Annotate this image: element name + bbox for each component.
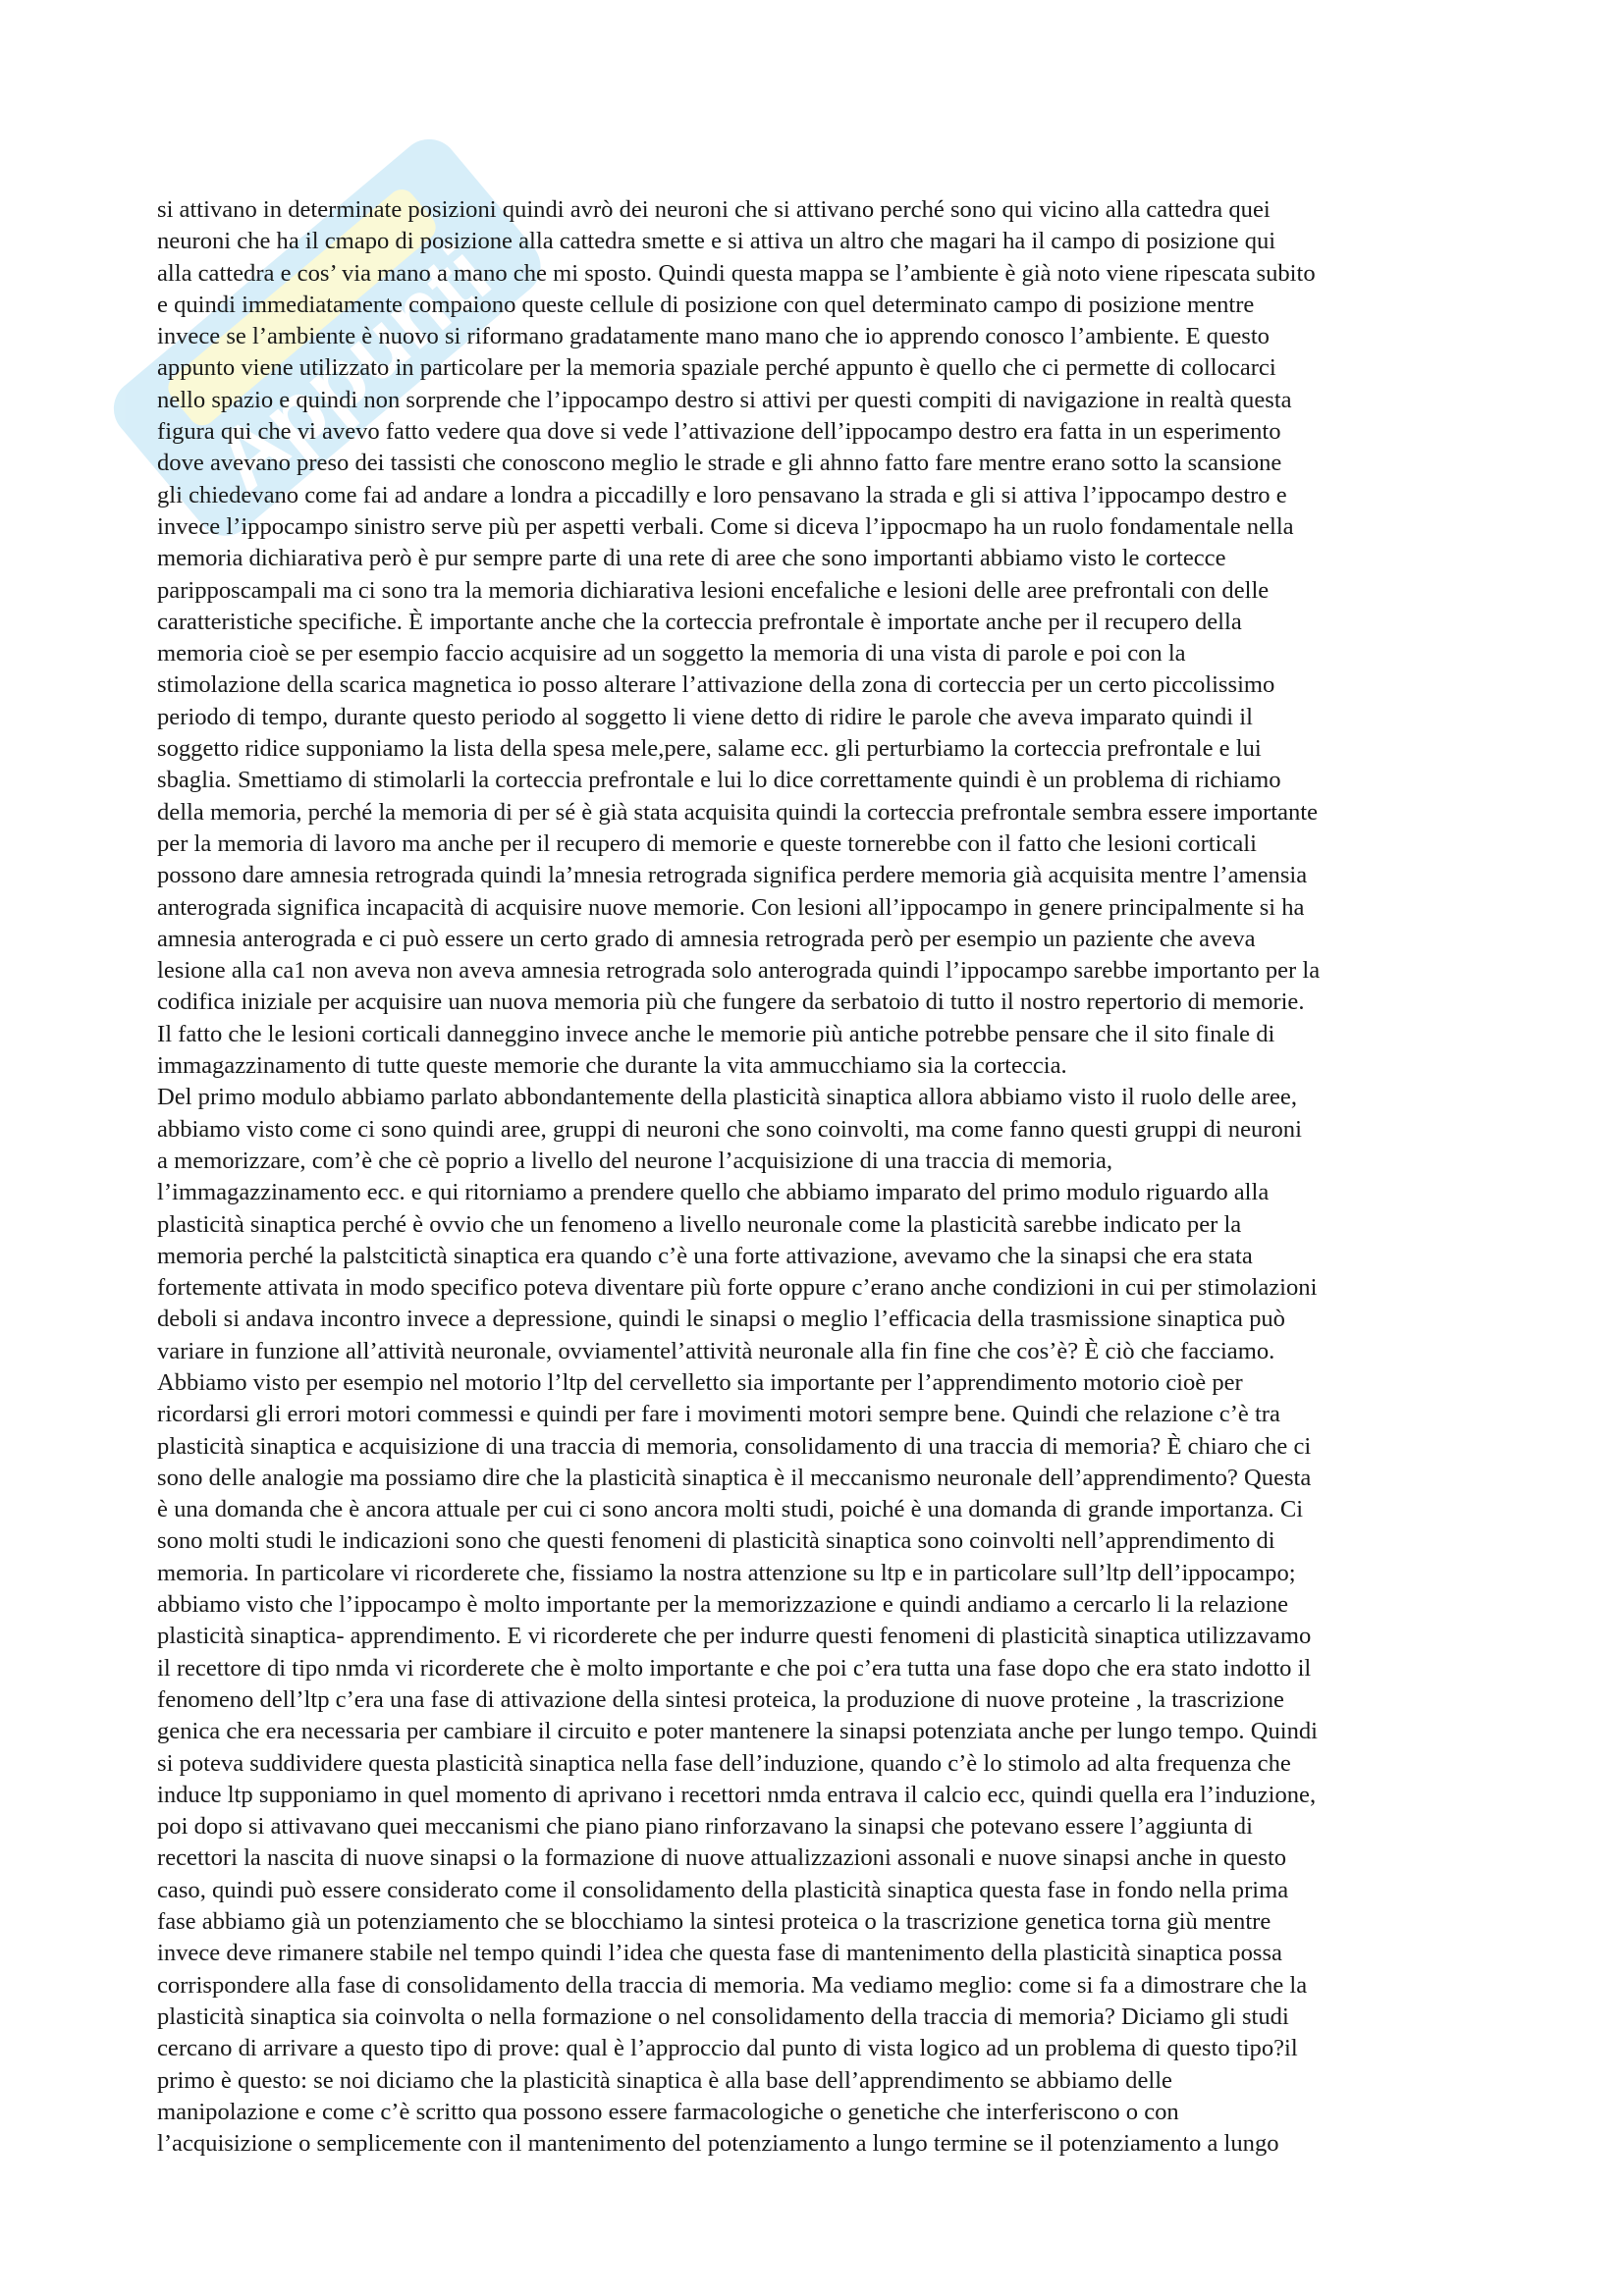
- document-body: [157, 194, 1469, 2160]
- text-line: memoria dichiarativa però è pur sempre parte di una rete di aree che sono importanti abbiamo visto le cortecce: [157, 545, 1226, 572]
- text-line: lesione alla ca1 non aveva non aveva amnesia retrograda solo anterograda quindi l’ippocampo sarebbe importanto per la: [157, 957, 1321, 985]
- text-line: fase abbiamo già un potenziamento che se blocchiamo la sintesi proteica o la trascrizione genetica torna giù mentre: [157, 1908, 1271, 1936]
- text-line: a memorizzare, com’è che cè poprio a livello del neurone l’acquisizione di una traccia di memoria,: [157, 1147, 1113, 1174]
- text-line: immagazzinamento di tutte queste memorie che durante la vita ammucchiamo sia la corteccia.: [157, 1052, 1067, 1080]
- text-line: plasticità sinaptica sia coinvolta o nella formazione o nel consolidamento della traccia di memoria? Diciamo gli studi: [157, 2002, 1289, 2030]
- text-line: alla cattedra e cos’ via mano a mano che mi sposto. Quindi questa mappa se l’ambiente è già noto viene ripescata subito: [157, 259, 1316, 287]
- text-line: si poteva suddividere questa plasticità sinaptica nella fase dell’induzione, quando c’è lo stimolo ad alta frequenza che: [157, 1749, 1291, 1777]
- text-line: invece se l’ambiente è nuovo si riformano gradatamente mano mano che io apprendo conosco l’ambiente. E questo: [157, 323, 1270, 350]
- text-line: amnesia anterograda e ci può essere un certo grado di amnesia retrograda però per esempio un paziente che aveva: [157, 925, 1256, 952]
- text-line: e quindi immediatamente compaiono queste cellule di posizione con quel determinato campo di posizione mentre: [157, 291, 1255, 318]
- text-line: memoria. In particolare vi ricorderete che, fissiamo la nostra attenzione su ltp e in particolare sull’ltp dell’ippocampo;: [157, 1559, 1296, 1586]
- text-line: della memoria, perché la memoria di per sé è già stata acquisita quindi la corteccia prefrontale sembra essere importante: [157, 798, 1319, 826]
- text-line: codifica iniziale per acquisire uan nuova memoria più che fungere da serbatoio di tutto il nostro repertorio di memorie.: [157, 988, 1305, 1016]
- text-line: nello spazio e quindi non sorprende che l’ippocampo destro si attivi per questi compiti di navigazione in realtà questa: [157, 386, 1292, 413]
- text-line: invece deve rimanere stabile nel tempo quindi l’idea che questa fase di mantenimento della plasticità sinaptica possa: [157, 1940, 1282, 1967]
- text-line: variare in funzione all’attività neuronale, ovviamentel’attività neuronale alla fin fine che cos’è? È ciò che facciamo.: [157, 1337, 1275, 1364]
- text-line: si attivano in determinate posizioni quindi avrò dei neuroni che si attivano perché sono qui vicino alla cattedra quei: [157, 196, 1271, 223]
- text-line: primo è questo: se noi diciamo che la plasticità sinaptica è alla base dell’apprendimento se abbiamo delle: [157, 2066, 1172, 2094]
- text-line: sono molti studi le indicazioni sono che questi fenomeni di plasticità sinaptica sono coinvolti nell’apprendimento di: [157, 1527, 1275, 1555]
- text-line: è una domanda che è ancora attuale per cui ci sono ancora molti studi, poiché è una domanda di grande importanza. Ci: [157, 1496, 1304, 1523]
- text-line: deboli si andava incontro invece a depressione, quindi le sinapsi o meglio l’efficacia della trasmissione sinaptica può: [157, 1306, 1285, 1333]
- watermark-text: Appunti: [195, 225, 509, 509]
- text-line: stimolazione della scarica magnetica io posso alterare l’attivazione della zona di corteccia per un certo piccolissimo: [157, 671, 1275, 699]
- text-line: fenomeno dell’ltp c’era una fase di attivazione della sintesi proteica, la produzione di nuove proteine , la trascrizione: [157, 1685, 1284, 1713]
- text-line: Del primo modulo abbiamo parlato abbondantemente della plasticità sinaptica allora abbiamo visto il ruolo delle aree,: [157, 1084, 1297, 1111]
- text-line: l’immagazzinamento ecc. e qui ritorniamo a prendere quello che abbiamo imparato del primo modulo riguardo alla: [157, 1179, 1270, 1206]
- text-line: appunto viene utilizzato in particolare per la memoria spaziale perché appunto è quello che ci permette di collocarci: [157, 354, 1276, 382]
- text-line: recettori la nascita di nuove sinapsi o la formazione di nuove attualizzazioni assonali e nuove sinapsi anche in questo: [157, 1844, 1287, 1872]
- text-line: periodo di tempo, durante questo periodo al soggetto li viene detto di ridire le parole che aveva imparato quindi il: [157, 703, 1253, 730]
- text-line: plasticità sinaptica perché è ovvio che un fenomeno a livello neuronale come la plasticità sarebbe indicato per la: [157, 1210, 1242, 1238]
- text-line: fortemente attivata in modo specifico poteva diventare più forte oppure c’erano anche condizioni in cui per stimolazioni: [157, 1274, 1318, 1302]
- text-line: cercano di arrivare a questo tipo di prove: qual è l’approccio dal punto di vista logico ad un problema di questo tipo?il: [157, 2035, 1298, 2062]
- text-line: plasticità sinaptica- apprendimento. E vi ricorderete che per indurre questi fenomeni di plasticità sinaptica utilizzavamo: [157, 1623, 1312, 1650]
- text-line: sbaglia. Smettiamo di stimolarli la corteccia prefrontale e lui lo dice correttamente quindi è un problema di richiamo: [157, 767, 1281, 794]
- text-line: il recettore di tipo nmda vi ricorderete che è molto importante e che poi c’era tutta una fase dopo che era stato indotto il: [157, 1654, 1312, 1682]
- text-line: genica che era necessaria per cambiare il circuito e poter mantenere la sinapsi potenziata anche per lungo tempo. Quindi: [157, 1718, 1319, 1745]
- text-line: corrispondere alla fase di consolidamento della traccia di memoria. Ma vediamo meglio: come si fa a dimostrare che la: [157, 1971, 1308, 1999]
- text-line: anterograda significa incapacità di acquisire nuove memorie. Con lesioni all’ippocampo in genere principalmente si ha: [157, 893, 1305, 921]
- text-line: plasticità sinaptica e acquisizione di una traccia di memoria, consolidamento di una traccia di memoria? È chiaro che ci: [157, 1432, 1312, 1460]
- text-line: induce ltp supponiamo in quel momento di aprivano i recettori nmda entrava il calcio ecc, quindi quella era l’induzione,: [157, 1781, 1317, 1808]
- text-line: dove avevano preso dei tassisti che conoscono meglio le strade e gli ahnno fatto fare mentre erano sotto la scansione: [157, 450, 1282, 477]
- text-line: l’acquisizione o semplicemente con il mantenimento del potenziamento a lungo termine se il potenziamento a lungo: [157, 2130, 1279, 2158]
- text-line: gli chiedevano come fai ad andare a londra a piccadilly e loro pensavano la strada e gli si attiva l’ippocampo destro e: [157, 481, 1287, 508]
- text-line: per la memoria di lavoro ma anche per il recupero di memorie e queste tornerebbe con il fatto che lesioni corticali: [157, 829, 1257, 857]
- text-line: paripposcampali ma ci sono tra la memoria dichiarativa lesioni encefaliche e lesioni delle aree prefrontali con delle: [157, 576, 1270, 604]
- text-line: neuroni che ha il cmapo di posizione alla cattedra smette e si attiva un altro che magari ha il campo di posizione qui: [157, 228, 1276, 255]
- text-line: invece l’ippocampo sinistro serve più per aspetti verbali. Come si diceva l’ippocmapo ha un ruolo fondamentale nella: [157, 512, 1294, 540]
- text-line: figura qui che vi avevo fatto vedere qua dove si vede l’attivazione dell’ippocampo destro era fatta in un esperimento: [157, 418, 1281, 446]
- text-line: ricordarsi gli errori motori commessi e quindi per fare i movimenti motori sempre bene. Quindi che relazione c’è tra: [157, 1401, 1280, 1428]
- text-line: soggetto ridice supponiamo la lista della spesa mele,pere, salame ecc. gli perturbiamo la corteccia prefrontale e lui: [157, 735, 1262, 763]
- text-line: possono dare amnesia retrograda quindi la’mnesia retrograda significa perdere memoria già acquisita mentre l’amensia: [157, 862, 1308, 889]
- text-line: abbiamo visto che l’ippocampo è molto importante per la memorizzazione e quindi andiamo a cercarlo li la relazione: [157, 1591, 1289, 1619]
- text-line: poi dopo si attivavano quei meccanismi che piano piano rinforzavano la sinapsi che potevano essere l’aggiunta di: [157, 1813, 1253, 1841]
- text-line: memoria cioè se per esempio faccio acquisire ad un soggetto la memoria di una vista di parole e poi con la: [157, 640, 1186, 667]
- text-line: abbiamo visto come ci sono quindi aree, gruppi di neuroni che sono coinvolti, ma come fanno questi gruppi di neuroni: [157, 1115, 1302, 1143]
- text-line: sono delle analogie ma possiamo dire che la plasticità sinaptica è il meccanismo neuronale dell’apprendimento? Questa: [157, 1464, 1312, 1491]
- text-line: memoria perché la palstcitictà sinaptica era quando c’è una forte attivazione, avevamo che la sinapsi che era stata: [157, 1242, 1253, 1269]
- text-line: caso, quindi può essere considerato come il consolidamento della plasticità sinaptica questa fase in fondo nella prima: [157, 1876, 1289, 1903]
- text-line: caratteristiche specifiche. È importante anche che la corteccia prefrontale è importate anche per il recupero della: [157, 608, 1242, 635]
- text-line: Abbiamo visto per esempio nel motorio l’ltp del cervelletto sia importante per l’apprendimento motorio cioè per: [157, 1368, 1243, 1396]
- text-line: Il fatto che le lesioni corticali danneggino invece anche le memorie più antiche potrebbe pensare che il sito finale di: [157, 1020, 1275, 1047]
- text-line: manipolazione e come c’è scritto qua possono essere farmacologiche o genetiche che interferiscono o con: [157, 2098, 1179, 2125]
